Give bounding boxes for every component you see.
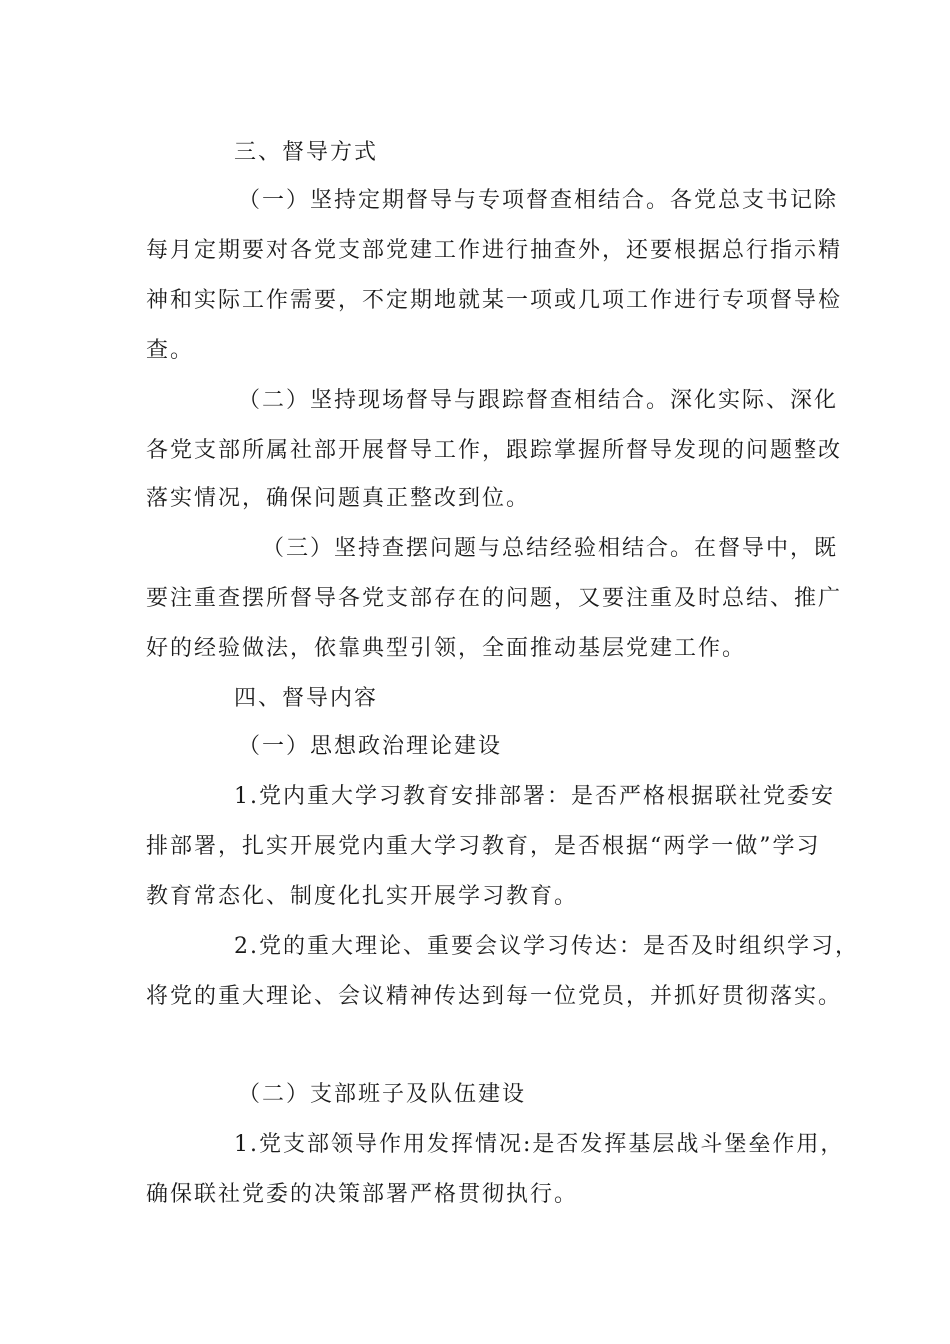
subsection-heading-4-1: （一）思想政治理论建设 <box>238 734 503 759</box>
paragraph-3-2-line-1: （二）坚持现场督导与跟踪督查相结合。深化实际、深化 <box>238 388 839 413</box>
section-heading-3: 三、督导方式 <box>234 140 379 165</box>
paragraph-3-1-line-3: 神和实际工作需要，不定期地就某一项或几项工作进行专项督导检 <box>146 288 843 313</box>
paragraph-3-1-line-2: 每月定期要对各党支部党建工作进行抽查外，还要根据总行指示精 <box>146 238 843 263</box>
item-4-1-1-line-2: 排部署，扎实开展党内重大学习教育，是否根据“两学一做”学习 <box>146 834 821 859</box>
section-heading-4: 四、督导内容 <box>234 686 379 711</box>
paragraph-3-3-line-3: 好的经验做法，依靠典型引领，全面推动基层党建工作。 <box>146 636 747 661</box>
subsection-heading-4-2: （二）支部班子及队伍建设 <box>238 1082 527 1107</box>
paragraph-3-2-line-3: 落实情况，确保问题真正整改到位。 <box>146 486 531 511</box>
item-4-1-1-line-3: 教育常态化、制度化扎实开展学习教育。 <box>146 884 579 909</box>
item-4-1-2-line-1: 2.党的重大理论、重要会议学习传达：是否及时组织学习， <box>234 934 859 959</box>
paragraph-3-3-line-1: （三）坚持查摆问题与总结经验相结合。在督导中，既 <box>262 536 839 561</box>
paragraph-3-1-line-4: 查。 <box>146 338 195 363</box>
item-4-2-1-line-1: 1.党支部领导作用发挥情况:是否发挥基层战斗堡垒作用， <box>234 1132 845 1157</box>
paragraph-3-2-line-2: 各党支部所属社部开展督导工作，跟踪掌握所督导发现的问题整改 <box>146 438 843 463</box>
item-4-1-2-line-2: 将党的重大理论、会议精神传达到每一位党员，并抓好贯彻落实。 <box>146 984 843 1009</box>
paragraph-3-1-line-1: （一）坚持定期督导与专项督查相结合。各党总支书记除 <box>238 188 839 213</box>
item-4-2-1-line-2: 确保联社党委的决策部署严格贯彻执行。 <box>146 1182 579 1207</box>
paragraph-3-3-line-2: 要注重查摆所督导各党支部存在的问题，又要注重及时总结、推广 <box>146 586 843 611</box>
item-4-1-1-line-1: 1.党内重大学习教育安排部署：是否严格根据联社党委安 <box>234 784 835 809</box>
